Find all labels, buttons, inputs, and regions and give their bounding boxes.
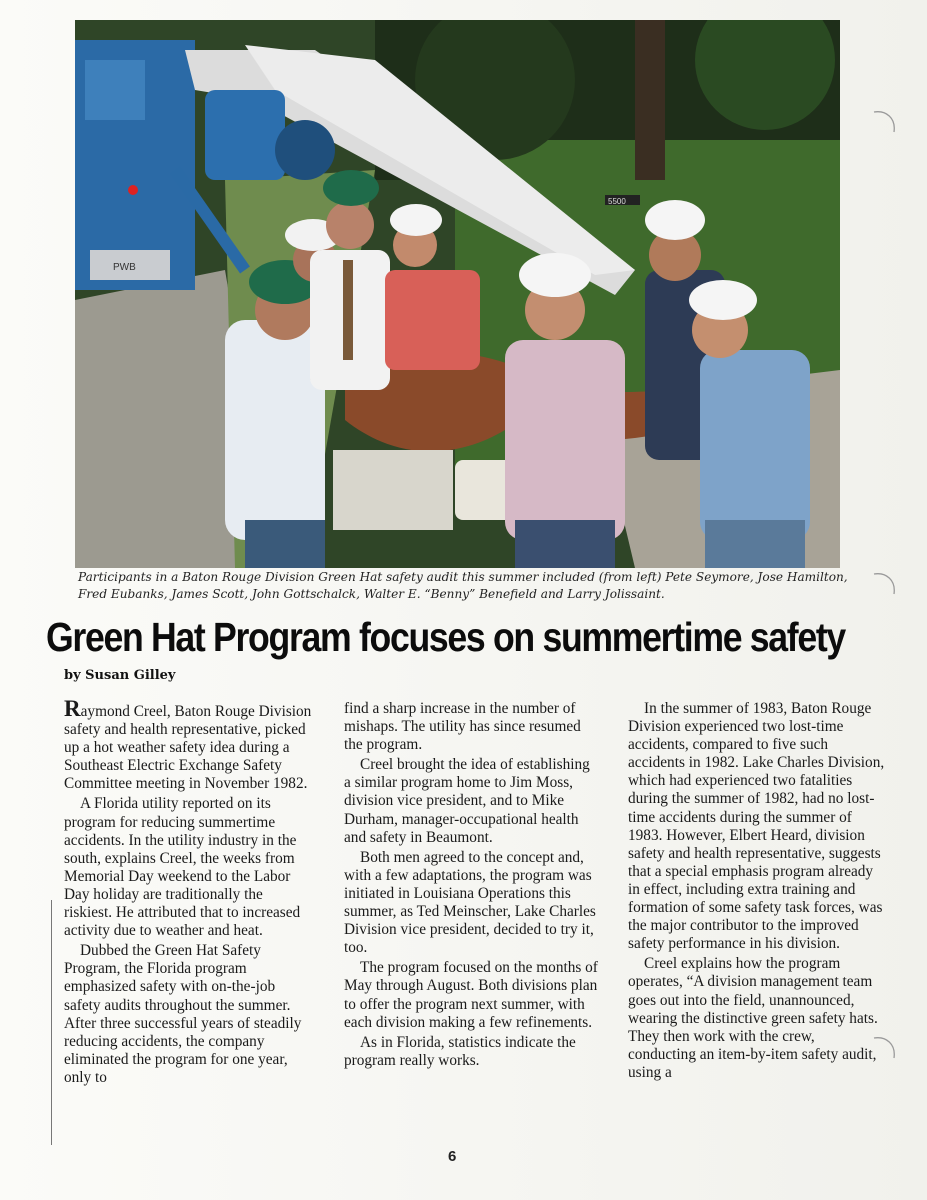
yard-sign: 5500: [608, 197, 626, 206]
binder-hole-icon: [872, 570, 898, 596]
paragraph-text: aymond Creel, Baton Rouge Division safety and health representative, picked up a hot weather safety idea during a Southeast Electric Exchange Safety Committee meeting in November 1982.: [64, 703, 312, 793]
paragraph: In the summer of 1983, Baton Rouge Division experienced two lost-time accidents, compared to five such accidents in 1982. Lake Charles Division, which had experienced two fatalities during the summer of 1982, had no lost-time accidents during the summer of 1983. However, Elbert Heard, division safety and health representative, suggests that a special emphasis program already in effect, including extra training and formation of some safety task forces, was the major contributor to the improved safety performance in his division.: [628, 700, 885, 953]
photo-safety-crew-icon: [75, 20, 840, 568]
byline: by Susan Gilley: [64, 668, 176, 683]
article-headline: Green Hat Program focuses on summertime safety: [46, 614, 845, 660]
paragraph: Dubbed the Green Hat Safety Program, the Florida program emphasized safety with on-the-job safety audits throughout the summer. After three successful years of steadily reducing accidents, the company eliminated the program for one year, only to: [64, 942, 302, 1086]
margin-rule: [51, 900, 52, 1145]
paragraph: As in Florida, statistics indicate the program really works.: [344, 1033, 576, 1069]
paragraph: The program focused on the months of May through August. Both divisions plan to offer the program next summer, with each division making a few refinements.: [344, 959, 598, 1031]
paragraph: find a sharp increase in the number of mishaps. The utility has since resumed the program.: [344, 700, 581, 754]
truck-plate: PWB: [113, 262, 136, 273]
paragraph: [64, 696, 314, 793]
binder-hole-icon: [872, 1034, 898, 1060]
page-number: 6: [448, 1148, 457, 1165]
binder-hole-icon: [872, 108, 898, 134]
paragraph: Creel brought the idea of establishing a similar program home to Jim Moss, division vice president, and to Mike Durham, manager-occupational health and safety in Beaumont.: [344, 756, 590, 846]
photo-caption: Participants in a Baton Rouge Division Green Hat safety audit this summer included (from left) Pete Seymore, Jose Hamilton, Fred Eubanks, James Scott, John Gottschalck, Walter E. “Benny” Benefield and Larry Jolissaint.: [78, 570, 848, 601]
article-column-1: [64, 696, 314, 1087]
paragraph: Creel explains how the program operates, “A division management team goes out into the field, unannounced, wearing the distinctive green safety hats. They then work with the crew, conducting an item-by-item safety audit, using a: [628, 955, 878, 1081]
article-column-2: [344, 700, 599, 1070]
drop-cap: R: [64, 696, 81, 721]
crew-photo: [75, 20, 840, 568]
paragraph: A Florida utility reported on its program for reducing summertime accidents. In the utility industry in the south, explains Creel, the weeks from Memorial Day weekend to the Labor Day holiday are traditionally the riskiest. He attributed that to increased activity due to weather and heat.: [64, 795, 301, 940]
paragraph: Both men agreed to the concept and, with a few adaptations, the program was initiated in Louisiana Operations this summer, as Ted Meinscher, Lake Charles Division vice president, decided to try it, too.: [344, 848, 596, 957]
article-column-3: [628, 700, 886, 1082]
